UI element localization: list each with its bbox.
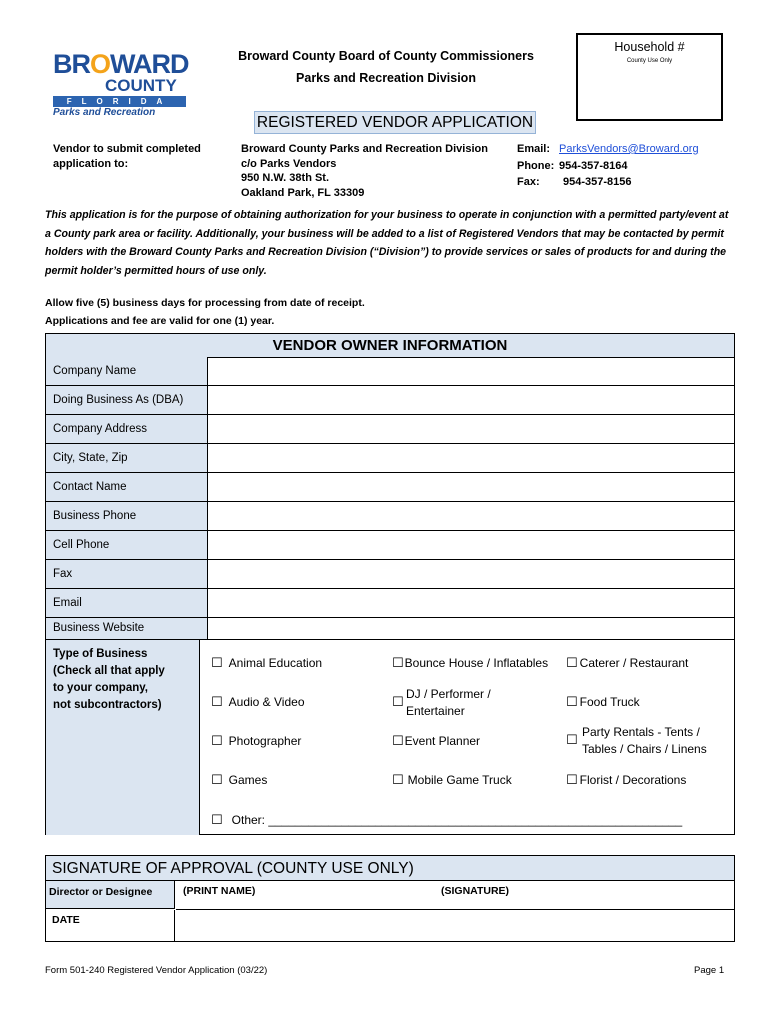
checkbox-icon[interactable]: ☐: [566, 655, 578, 670]
option-audio-video[interactable]: ☐ Audio & Video: [211, 694, 305, 709]
field-label: Contact Name: [46, 473, 208, 501]
field-row-business-phone: [46, 502, 734, 531]
company-address-field[interactable]: [201, 415, 734, 443]
checkbox-icon[interactable]: ☐: [392, 655, 404, 670]
field-label: Company Name: [46, 357, 208, 385]
contact-phone: Phone: 954-357-8164: [517, 160, 628, 172]
field-row-company-address: [46, 415, 734, 444]
logo-county: COUNTY: [105, 76, 177, 95]
checkbox-icon[interactable]: ☐: [566, 772, 578, 787]
option-event-planner[interactable]: ☐Event Planner: [392, 733, 481, 748]
header-title: Broward County Board of County Commissioners: [238, 49, 534, 63]
field-row-dba: [46, 386, 734, 415]
checkbox-icon[interactable]: ☐: [392, 733, 404, 748]
field-row-contact-name: [46, 473, 734, 502]
field-label: Cell Phone: [46, 531, 208, 559]
field-row-fax: [46, 560, 734, 589]
option-games[interactable]: ☐ Games: [211, 772, 268, 787]
business-phone-field[interactable]: [201, 502, 734, 530]
print-name-label: (PRINT NAME): [183, 885, 256, 897]
checkbox-icon[interactable]: ☐: [392, 694, 404, 709]
checkbox-icon[interactable]: ☐: [566, 732, 578, 747]
intro-paragraph: This application is for the purpose of obtaining authorization for your business to operate in conjunction with a permitted party/event at a County park area or facility. Additionally, your business will be added to a list of Registered Vendors that may be contacted by permit holders with the Broward County Parks and Recreation Division (“Division”) to provide services or sales of products for and during the permit holder’s permitted hours of use only.: [45, 209, 729, 277]
field-label: Fax: [46, 560, 208, 588]
validity-note: Applications and fee are valid for one (1) year.: [45, 315, 275, 327]
checkbox-icon[interactable]: ☐: [392, 772, 404, 787]
form-number: Form 501-240 Registered Vendor Application (03/22): [45, 965, 268, 976]
vendor-owner-table: VENDOR OWNER INFORMATION Company Name Doing Business As (DBA) Company Address City, State, Zip Contact Name Business Phone Cell Phone Fax Email Business Website Type of Business (Check all that apply to your company, not subcontractors) ☐ Animal Education ☐Bounce House / Inflatables ☐ Caterer / Restaurant ☐ Audio & Video ☐ DJ / Performer / Entertainer ☐ Food Truck ☐ Photographer ☐Event Planner ☐ Party Rentals - Tents / Tables / Chairs / Linens ☐ Games ☐ Mobile Game Truck ☐ Florist / Decorations ☐ Other: ______________________________________________________________: [45, 333, 735, 835]
broward-county-logo: [53, 50, 188, 120]
field-label: Doing Business As (DBA): [46, 386, 208, 414]
processing-note: Allow five (5) business days for processing from date of receipt.: [45, 297, 365, 309]
company-name-field[interactable]: [201, 357, 734, 385]
contact-email: Email: ParksVendors@Broward.org: [517, 143, 699, 155]
field-label: Company Address: [46, 415, 208, 443]
director-signature-field[interactable]: [176, 881, 734, 910]
option-florist[interactable]: ☐ Florist / Decorations: [566, 772, 687, 787]
contact-name-field[interactable]: [201, 473, 734, 501]
director-label: Director or Designee: [46, 881, 175, 909]
signature-label: (SIGNATURE): [441, 885, 510, 897]
dba-field[interactable]: [201, 386, 734, 414]
field-label: City, State, Zip: [46, 444, 208, 472]
business-website-field[interactable]: [201, 618, 734, 639]
checkbox-icon[interactable]: ☐: [211, 655, 223, 670]
signature-heading: SIGNATURE OF APPROVAL (COUNTY USE ONLY): [46, 856, 734, 881]
city-state-zip-field[interactable]: [201, 444, 734, 472]
option-caterer[interactable]: ☐ Caterer / Restaurant: [566, 655, 689, 670]
checkbox-icon[interactable]: ☐: [211, 733, 223, 748]
submit-label: Vendor to submit completed application to:: [53, 143, 201, 170]
field-label: Email: [46, 589, 208, 617]
field-row-company-name: [46, 357, 734, 386]
field-label: Business Phone: [46, 502, 208, 530]
field-row-email: [46, 589, 734, 618]
option-mobile-game-truck[interactable]: ☐ Mobile Game Truck: [392, 772, 512, 787]
page-number: Page 1: [694, 965, 725, 976]
field-label: Business Website: [46, 618, 208, 639]
application-title: REGISTERED VENDOR APPLICATION: [254, 111, 536, 134]
option-photographer[interactable]: ☐ Photographer: [211, 733, 302, 748]
option-bounce-house[interactable]: ☐Bounce House / Inflatables: [392, 655, 549, 670]
household-box: [576, 33, 723, 121]
signature-table: [45, 855, 735, 942]
field-row-city-state-zip: [46, 444, 734, 473]
checkbox-icon[interactable]: ☐: [211, 694, 223, 709]
logo-wordmark: BROWARD: [53, 49, 189, 79]
checkbox-icon[interactable]: ☐: [211, 772, 223, 787]
contact-fax: Fax: 954-357-8156: [517, 176, 632, 188]
field-row-cell-phone: [46, 531, 734, 560]
option-food-truck[interactable]: ☐ Food Truck: [566, 694, 640, 709]
email-field[interactable]: [201, 589, 734, 617]
type-of-business-label: Type of Business (Check all that apply to your company, not subcontractors): [46, 640, 200, 835]
header-subtitle: Parks and Recreation Division: [296, 71, 476, 85]
option-other[interactable]: ☐ Other: ______________________________________________________________: [211, 812, 683, 827]
mailing-address: Broward County Parks and Recreation Division c/o Parks Vendors 950 N.W. 38th St. Oakland Park, FL 33309: [241, 143, 488, 199]
option-animal-education[interactable]: ☐ Animal Education: [211, 655, 323, 670]
cell-phone-field[interactable]: [201, 531, 734, 559]
date-label: DATE: [46, 910, 175, 941]
household-title: Household #: [614, 40, 685, 54]
checkbox-icon[interactable]: ☐: [211, 812, 223, 827]
field-row-business-website: [46, 618, 734, 640]
email-link[interactable]: ParksVendors@Broward.org: [559, 143, 699, 155]
logo-florida-band: FLORIDA: [53, 96, 186, 107]
logo-parks: Parks and Recreation: [53, 107, 156, 118]
checkbox-icon[interactable]: ☐: [566, 694, 578, 709]
vendor-owner-heading: VENDOR OWNER INFORMATION: [46, 334, 734, 358]
fax-field[interactable]: [201, 560, 734, 588]
household-subtitle: County Use Only: [626, 58, 673, 64]
